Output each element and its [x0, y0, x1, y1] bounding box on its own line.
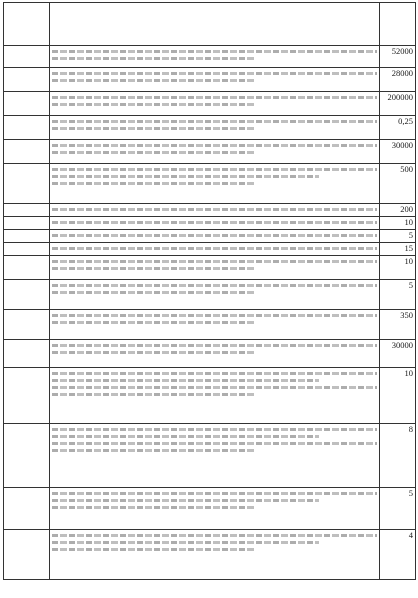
illegible-text-line — [52, 144, 377, 147]
row-symbol — [4, 256, 50, 280]
header-symbol — [4, 3, 50, 46]
table-row — [4, 280, 416, 310]
row-value: 8 — [380, 424, 416, 488]
illegible-text-line — [52, 234, 377, 237]
table-row — [4, 164, 416, 204]
table-header-row — [4, 3, 416, 46]
row-value: 4 — [380, 530, 416, 580]
illegible-text-line — [52, 534, 377, 537]
row-symbol — [4, 92, 50, 116]
row-value: 10 — [380, 217, 416, 230]
table-row — [4, 243, 416, 256]
row-value: 52000 — [380, 46, 416, 68]
row-description — [50, 243, 380, 256]
illegible-text-line — [52, 182, 254, 185]
row-symbol — [4, 140, 50, 164]
row-symbol — [4, 280, 50, 310]
row-symbol — [4, 488, 50, 530]
illegible-text-line — [52, 260, 377, 263]
row-description — [50, 46, 380, 68]
illegible-text-line — [52, 96, 377, 99]
illegible-text-line — [52, 344, 377, 347]
table-body — [4, 46, 416, 580]
row-value: 0,25 — [380, 116, 416, 140]
illegible-text-line — [52, 499, 319, 502]
row-description — [50, 280, 380, 310]
illegible-text-line — [52, 175, 319, 178]
illegible-text-line — [52, 267, 254, 270]
row-symbol — [4, 340, 50, 368]
illegible-text-line — [52, 372, 377, 375]
row-symbol — [4, 530, 50, 580]
illegible-text-line — [52, 103, 254, 106]
row-symbol — [4, 230, 50, 243]
table-row — [4, 424, 416, 488]
row-symbol — [4, 217, 50, 230]
table-row — [4, 46, 416, 68]
illegible-text-line — [52, 291, 254, 294]
illegible-text-line — [52, 208, 377, 211]
row-description — [50, 256, 380, 280]
table-row — [4, 530, 416, 580]
row-symbol — [4, 243, 50, 256]
row-symbol — [4, 46, 50, 68]
table-row — [4, 68, 416, 92]
illegible-text-line — [52, 221, 377, 224]
table-row — [4, 230, 416, 243]
table-row — [4, 204, 416, 217]
illegible-text-line — [52, 449, 254, 452]
illegible-text-line — [52, 321, 254, 324]
table-row — [4, 488, 416, 530]
illegible-text-line — [52, 435, 319, 438]
row-description — [50, 140, 380, 164]
table-row — [4, 217, 416, 230]
illegible-text-line — [52, 541, 319, 544]
header-value — [380, 3, 416, 46]
row-value: 30000 — [380, 340, 416, 368]
row-value: 200 — [380, 204, 416, 217]
row-description — [50, 488, 380, 530]
row-description — [50, 340, 380, 368]
row-value: 10 — [380, 368, 416, 424]
row-symbol — [4, 164, 50, 204]
row-description — [50, 217, 380, 230]
illegible-text-line — [52, 79, 254, 82]
variables-table — [3, 2, 416, 580]
table-row — [4, 310, 416, 340]
illegible-text-line — [52, 492, 377, 495]
row-symbol — [4, 368, 50, 424]
row-description — [50, 230, 380, 243]
table-row — [4, 340, 416, 368]
illegible-text-line — [52, 151, 254, 154]
illegible-text-line — [52, 386, 377, 389]
illegible-text-line — [52, 57, 254, 60]
row-value: 15 — [380, 243, 416, 256]
row-value: 350 — [380, 310, 416, 340]
table-row — [4, 368, 416, 424]
row-value: 500 — [380, 164, 416, 204]
row-description — [50, 424, 380, 488]
row-value: 28000 — [380, 68, 416, 92]
illegible-text-line — [52, 428, 377, 431]
row-description — [50, 68, 380, 92]
table-row — [4, 256, 416, 280]
header-description — [50, 3, 380, 46]
illegible-text-line — [52, 72, 377, 75]
illegible-text-line — [52, 284, 377, 287]
table-row — [4, 92, 416, 116]
row-symbol — [4, 310, 50, 340]
row-value: 5 — [380, 280, 416, 310]
illegible-text-line — [52, 168, 377, 171]
illegible-text-line — [52, 50, 377, 53]
row-description — [50, 368, 380, 424]
row-symbol — [4, 424, 50, 488]
row-symbol — [4, 204, 50, 217]
row-description — [50, 204, 380, 217]
illegible-text-line — [52, 120, 377, 123]
illegible-text-line — [52, 548, 254, 551]
row-description — [50, 530, 380, 580]
table-row — [4, 140, 416, 164]
row-description — [50, 92, 380, 116]
row-value: 5 — [380, 488, 416, 530]
illegible-text-line — [52, 442, 377, 445]
illegible-text-line — [52, 127, 254, 130]
row-description — [50, 310, 380, 340]
illegible-text-line — [52, 247, 377, 250]
table-row — [4, 116, 416, 140]
illegible-text-line — [52, 314, 377, 317]
illegible-text-line — [52, 393, 254, 396]
row-value: 10 — [380, 256, 416, 280]
row-symbol — [4, 68, 50, 92]
row-symbol — [4, 116, 50, 140]
illegible-text-line — [52, 379, 319, 382]
row-value: 30000 — [380, 140, 416, 164]
illegible-text-line — [52, 506, 254, 509]
row-value: 5 — [380, 230, 416, 243]
row-description — [50, 164, 380, 204]
illegible-text-line — [52, 351, 254, 354]
row-description — [50, 116, 380, 140]
row-value: 200000 — [380, 92, 416, 116]
